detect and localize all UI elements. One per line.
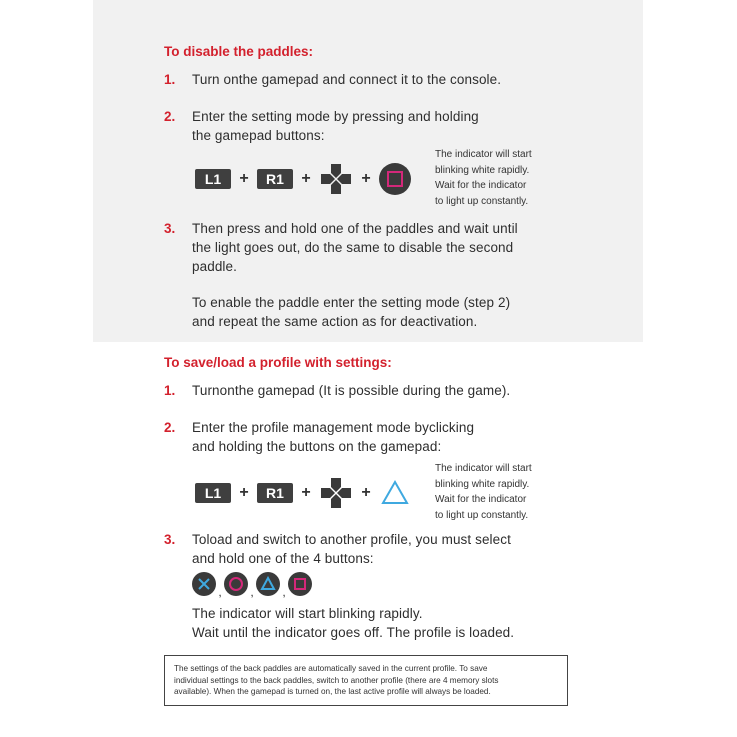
note-line: The indicator will start — [435, 149, 532, 160]
comma: , — [218, 585, 222, 599]
plus-sign: + — [239, 484, 249, 501]
note-line: Wait for the indicator — [435, 494, 527, 505]
step-text — [192, 70, 501, 89]
square-icon — [379, 163, 411, 195]
footer-line: The settings of the back paddles are automatically saved in the current profile. To save — [174, 664, 488, 673]
step-line: and holding the buttons on the gamepad: — [192, 439, 442, 454]
square-icon — [288, 572, 312, 596]
triangle-icon — [379, 477, 411, 509]
plus-sign: + — [239, 170, 249, 187]
step-number: 1. — [164, 72, 176, 87]
indicator-note — [435, 147, 532, 209]
step-line: Turn onthe gamepad and connect it to the console. — [192, 72, 502, 87]
button-combo — [195, 476, 411, 510]
triangle-icon — [256, 572, 280, 596]
note-line: The indicator will start — [435, 463, 532, 474]
section-title-disable-paddles: To disable the paddles: — [164, 44, 314, 59]
plus-sign: + — [301, 484, 311, 501]
step-line: Turnonthe gamepad (It is possible during the game). — [192, 383, 511, 398]
step-line: Toload and switch to another profile, you must select — [192, 532, 511, 547]
step-number: 1. — [164, 383, 176, 398]
circle-icon — [224, 572, 248, 596]
plus-sign: + — [301, 170, 311, 187]
cross-icon — [192, 572, 216, 596]
footer-line: individual settings to the back paddles, switch to another profile (there are 4 memory slots — [174, 675, 499, 685]
indicator-note — [435, 461, 532, 523]
footer-note-box — [164, 655, 568, 706]
step-number: 2. — [164, 109, 176, 124]
comma: , — [250, 585, 254, 599]
note-line: blinking white rapidly. — [435, 164, 530, 176]
step-line: and hold one of the 4 buttons: — [192, 551, 374, 566]
section-title-save-load-profile: To save/load a profile with settings: — [164, 355, 392, 370]
r1-button: R1 — [257, 169, 293, 189]
note-line: blinking white rapidly. — [435, 478, 530, 490]
step-text — [192, 107, 479, 145]
plus-sign: + — [361, 484, 371, 501]
note-line: to light up constantly. — [435, 195, 529, 207]
step-number: 3. — [164, 532, 176, 547]
text-line: The indicator will start blinking rapidly. — [192, 606, 423, 621]
step-line: paddle. — [192, 259, 237, 274]
step-line: Enter the profile management mode byclicking — [192, 420, 475, 435]
dpad-icon — [319, 162, 353, 196]
note-line: to light up constantly. — [435, 509, 529, 521]
text-line: To enable the paddle enter the setting mode (step 2) — [192, 295, 511, 310]
l1-button: L1 — [195, 169, 231, 189]
enable-paddle-text — [192, 293, 510, 331]
step-number: 3. — [164, 221, 176, 236]
step-text — [192, 418, 474, 456]
l1-button: L1 — [195, 483, 231, 503]
step-line: Enter the setting mode by pressing and holding — [192, 109, 479, 124]
step-line: Then press and hold one of the paddles and wait until — [192, 221, 518, 236]
footer-line: available). When the gamepad is turned on, the last active profile will always be loaded. — [174, 687, 491, 696]
step-number: 2. — [164, 420, 176, 435]
step-text — [192, 530, 511, 568]
comma: , — [282, 585, 286, 599]
button-combo — [195, 162, 411, 196]
text-line: and repeat the same action as for deactivation. — [192, 314, 478, 329]
face-buttons-row — [192, 572, 312, 599]
profile-loaded-text — [192, 604, 514, 642]
step-line: the light goes out, do the same to disable the second — [192, 240, 514, 255]
plus-sign: + — [361, 170, 371, 187]
r1-button: R1 — [257, 483, 293, 503]
note-line: Wait for the indicator — [435, 180, 527, 191]
text-line: Wait until the indicator goes off. The profile is loaded. — [192, 625, 515, 640]
step-text — [192, 219, 518, 276]
dpad-icon — [319, 476, 353, 510]
step-line: the gamepad buttons: — [192, 128, 325, 143]
step-text — [192, 381, 510, 400]
